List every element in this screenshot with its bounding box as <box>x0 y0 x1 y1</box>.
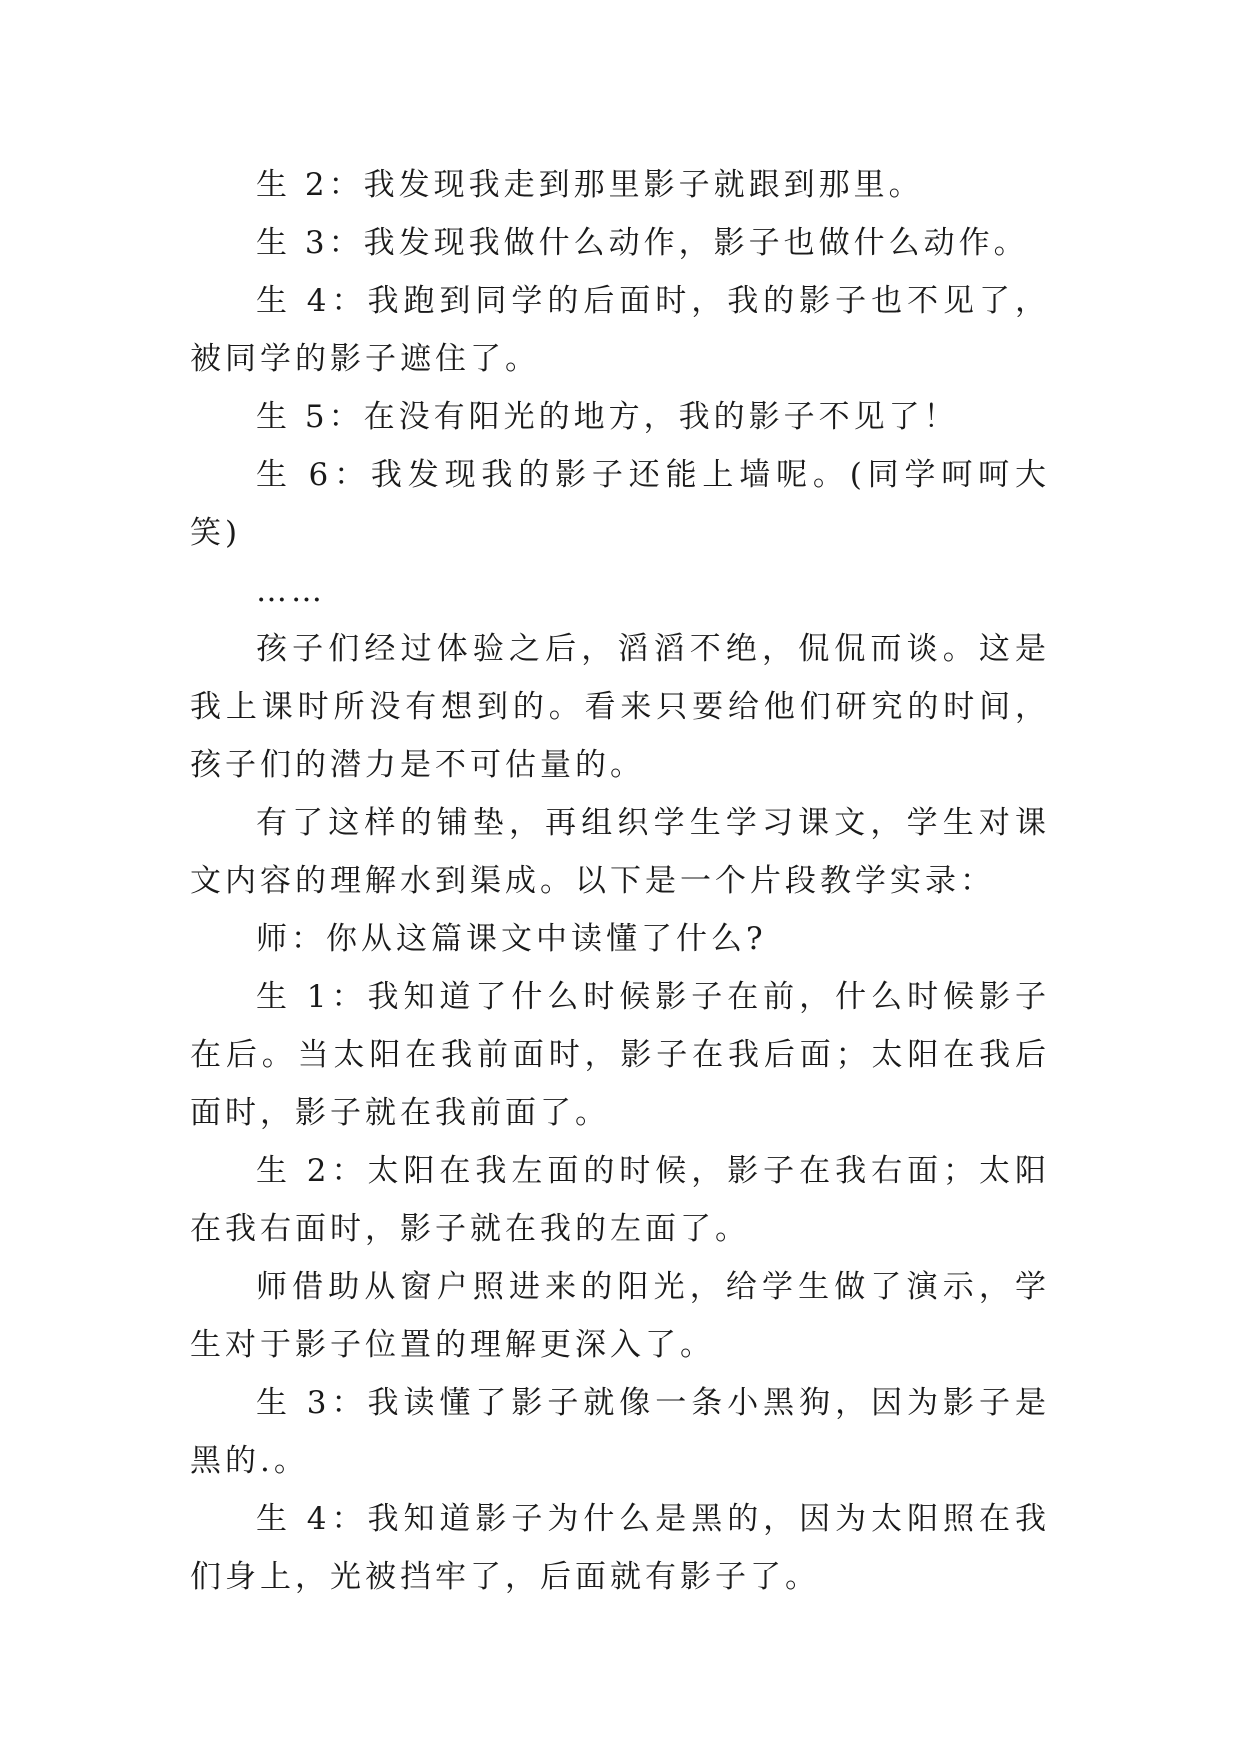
document-page <box>190 156 1050 1606</box>
paragraph-student-2: 生 2：我发现我走到那里影子就跟到那里。 <box>256 167 924 203</box>
paragraph-student-4: 生 4：我跑到同学的后面时，我的影子也不见了，被同学的影子遮住了。 <box>190 283 1050 377</box>
paragraph-answer-2: 生 2：太阳在我左面的时候，影子在我右面；太阳在我右面时，影子就在我的左面了。 <box>190 1153 1050 1247</box>
paragraph-answer-4: 生 4：我知道影子为什么是黑的，因为太阳照在我们身上，光被挡牢了，后面就有影子了。 <box>190 1501 1050 1595</box>
paragraph-answer-3: 生 3：我读懂了影子就像一条小黑狗，因为影子是黑的.。 <box>190 1385 1050 1479</box>
paragraph-teacher-demo: 师借助从窗户照进来的阳光，给学生做了演示，学生对于影子位置的理解更深入了。 <box>190 1269 1050 1363</box>
paragraph-ellipsis: …… <box>256 573 326 609</box>
paragraph-student-5: 生 5：在没有阳光的地方，我的影子不见了！ <box>256 399 959 435</box>
paragraph-student-6: 生 6：我发现我的影子还能上墙呢。(同学呵呵大笑) <box>190 457 1050 551</box>
paragraph-teacher-question: 师：你从这篇课文中读懂了什么? <box>256 921 767 957</box>
paragraph-student-3: 生 3：我发现我做什么动作，影子也做什么动作。 <box>256 225 1029 261</box>
paragraph-reflection: 孩子们经过体验之后，滔滔不绝，侃侃而谈。这是我上课时所没有想到的。看来只要给他们研究的时间，孩子们的潜力是不可估量的。 <box>190 631 1050 783</box>
paragraph-answer-1: 生 1：我知道了什么时候影子在前，什么时候影子在后。当太阳在我前面时，影子在我后面；太阳在我后面时，影子就在我前面了。 <box>190 979 1050 1131</box>
paragraph-transition: 有了这样的铺垫，再组织学生学习课文，学生对课文内容的理解水到渠成。以下是一个片段教学实录： <box>190 805 1050 899</box>
